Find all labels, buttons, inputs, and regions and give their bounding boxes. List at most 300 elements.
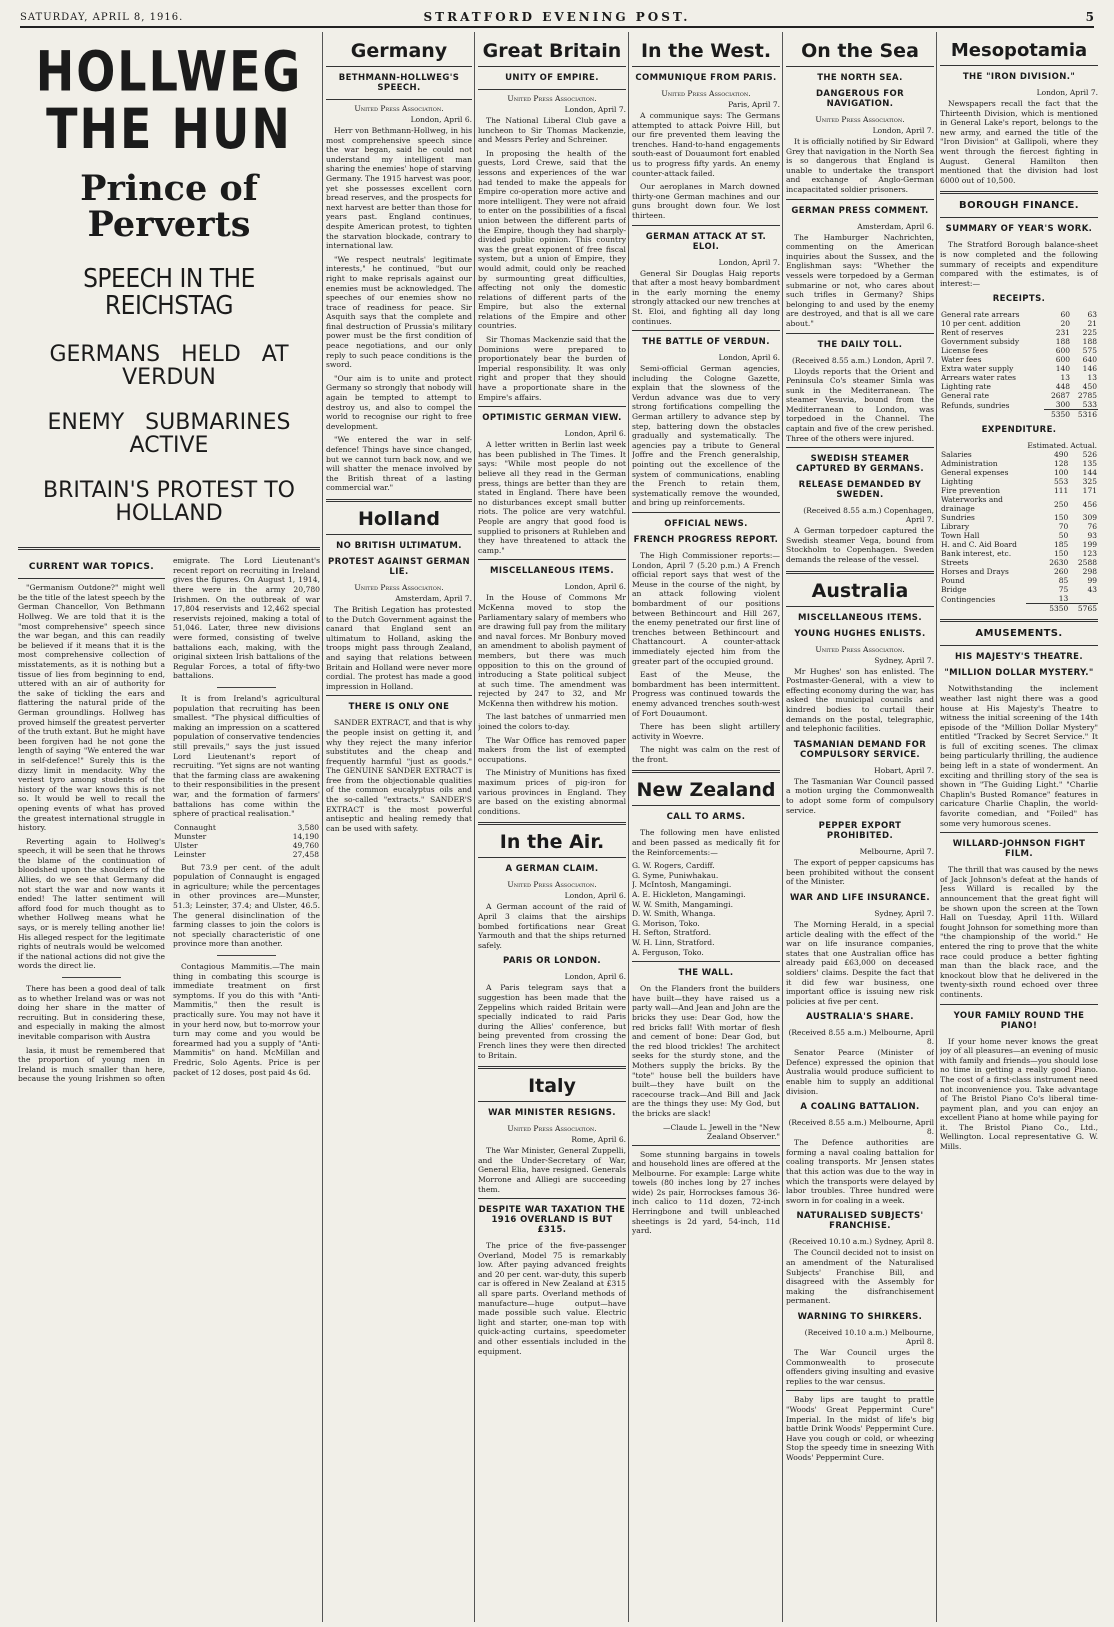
table-cell: 123: [1082, 549, 1097, 559]
dateline: Rome, April 6.: [571, 1135, 626, 1145]
table-cell: Rent of reserves: [941, 328, 1004, 338]
table-cell: Pound: [941, 576, 965, 586]
article-paragraph: But 73.9 per cent. of the adult population of Connaught is engaged in agriculture; while the percentages in other provinces are—Munster, 51.3; Leinster, 37.4; and Ulster, 46.5. The general disinclination of the farming classes to join the colors is not specially characteristic of one province more than another.: [173, 862, 320, 949]
article-paragraph: A letter written in Berlin last week has been published in The Times. It says: "While most people do not believe all they read in the German press, things are better than they are stated in England. There have been no disturbances except small butter riots. The police are very watchful. People are angry that good food is supplied to prisoners at Ruhleben and they have threatened to attack the camp.": [478, 440, 626, 555]
table-cell: 199: [1082, 540, 1097, 550]
list-item: G. Syme, Puniwhakau.: [632, 870, 719, 880]
dateline: London, April 6.: [718, 353, 780, 363]
table-row: [940, 459, 1098, 468]
dateline: London, April 7.: [564, 105, 626, 114]
article-subheading: TASMANIAN DEMAND FOR COMPULSORY SERVICE.: [793, 739, 927, 760]
byline: United Press Association.: [507, 94, 597, 103]
table-row: [173, 832, 320, 841]
table-cell: 27,458: [292, 849, 319, 859]
advertisement-text: SANDER EXTRACT, and that is why the people insist on getting it, and why they reject the many inferior substitutes and the cheap and frequently harmful "just as goods." The GENUINE SANDER EXTRACT is free from the objectionable qualities of the common eucalyptus oils and the so-called "extracts." SANDER'S EXTRACT is the most powerful antiseptic and healing remedy that can be used with safety.: [326, 718, 472, 833]
table-cell: [940, 604, 1026, 614]
dateline: London, April 6.: [564, 582, 626, 592]
dateline: London, April 6.: [410, 115, 472, 124]
table-cell: 250: [1053, 499, 1069, 509]
divider: [478, 1066, 626, 1069]
article-paragraph: The last batches of unmarried men joined the colors to-day.: [478, 712, 626, 732]
article-paragraph: lasia, it must be remembered that the proportion of young men in Ireland is much smaller than here, because the young Irishmen so often emigrate. The Lord Lieutenant's recent report on recruiting in Ireland gives the figures. On August 1, 1914, there were in the army 20,780 Irishmen. On the outbreak of war 17,804 reservists and 12,462 special reservists rejoined, making a total of 51,046. Later, three new divisions were formed, consisting of twelve battalions each, making, with the original sixteen Irish battalions of the Regular Forces, a total of fifty-two battalions.: [18, 556, 320, 1084]
table-cell: Water fees: [941, 355, 982, 365]
divider: [940, 65, 1098, 66]
table-cell: General expenses: [941, 468, 1009, 478]
article-paragraph: The night was calm on the rest of the front.: [632, 745, 780, 764]
byline: United Press Association.: [815, 115, 905, 124]
article-paragraph: In proposing the health of the guests, Lord Crewe, said that the lessons and experiences of the war had tended to make the appeals for Empire co-operation more active and more intelligent. They were not afraid to enter on the possibilities of a fiscal union between the different parts of the Empire, though they had sharply-divided public opinion. This country was the great exponent of free fiscal system, but a union of Empire, they would admit, could only be reached by surmounting great difficulties, affecting not only the domestic relations of different parts of the Empire, but also the external relations of the Empire and other countries.: [478, 148, 626, 331]
divider: [478, 1198, 626, 1199]
table-row: [940, 319, 1098, 328]
divider: [478, 66, 626, 67]
table-cell: 140: [1055, 364, 1071, 374]
table-cell: 5350: [1044, 410, 1071, 420]
table-cell: Refunds, sundries: [941, 400, 1010, 410]
dateline: London, April 7.: [718, 257, 780, 267]
divider: [326, 499, 472, 502]
section-heading-amusements: AMUSEMENTS.: [975, 628, 1063, 640]
article-subheading: WARNING TO SHIRKERS.: [797, 1311, 923, 1322]
table-cell: 85: [1058, 576, 1069, 586]
divider: [940, 832, 1098, 833]
divider: [940, 619, 1098, 622]
table-cell: 75: [1058, 585, 1069, 595]
column-west-nz: [632, 34, 780, 1622]
table-row: [940, 400, 1098, 410]
table-cell: [940, 441, 1026, 450]
divider: [632, 330, 780, 331]
table-row: [940, 549, 1098, 558]
table-row: [940, 346, 1098, 355]
article-paragraph: Sir Thomas Mackenzie said that the Dominions were prepared to proportionately bear the burden of Imperial responsibility. It was only right and proper that they should have a proportionate share in the Empire's affairs.: [478, 335, 626, 402]
dateline: (Received 8.55 a.m.) Melbourne, April 8.: [788, 1028, 934, 1047]
table-cell: General rate: [941, 391, 990, 401]
article-subheading: MISCELLANEOUS ITEMS.: [798, 612, 922, 623]
divider: [936, 32, 937, 1622]
table-cell: Munster: [174, 831, 207, 841]
article-subheading: THE NORTH SEA.: [817, 73, 903, 83]
divider: [18, 547, 320, 550]
page-number: 5: [1085, 10, 1094, 24]
table-cell: Streets: [941, 558, 969, 568]
divider: [940, 217, 1098, 218]
divider: [474, 32, 475, 1622]
divider: [782, 32, 783, 1622]
table-cell: 150: [1053, 549, 1069, 559]
table-row: [940, 531, 1098, 540]
table-cell: Administration: [941, 459, 998, 469]
article-subheading: SUMMARY OF YEAR'S WORK.: [945, 224, 1093, 235]
table-cell: 171: [1082, 486, 1097, 496]
section-heading-air: In the Air.: [499, 831, 605, 854]
divider: [18, 578, 165, 579]
table-cell: 231: [1055, 328, 1071, 338]
table-cell: Arrears water rates: [941, 373, 1016, 383]
advertisement-text: Some stunning bargains in towels and household lines are offered at the Melbourne. For example: Large white towels (80 inches long by 27 inches wide) 2s pair, Horrockses famous 36-inch calico to 11d dozen, 72-inch Herringbone and twill unbleached sheetings is 2d yard, 54-inch, 11d yard.: [632, 1149, 780, 1236]
table-row: [940, 364, 1098, 373]
article-subheading: RELEASE DEMANDED BY SWEDEN.: [798, 480, 922, 501]
table-cell: 150: [1053, 513, 1069, 523]
article-paragraph: The Defence authorities are forming a naval coaling battalion for coaling transports. Mr Jensen states that this action was due to the way in which the transports were delayed by labor troubles. Three hundred were sworn in for coaling in a week.: [786, 1138, 934, 1205]
table-cell: Waterworks and drainage: [941, 495, 1003, 514]
article-subheading: BETHMANN-HOLLWEG'S SPEECH.: [338, 73, 460, 93]
dateline: (Received 10.10 a.m.) Melbourne, April 8.: [804, 1327, 934, 1346]
section-heading-italy: Italy: [528, 1075, 576, 1098]
article-paragraph: The National Liberal Club gave a luncheon to Sir Thomas Mackenzie, and Messrs Perley and Schreiner.: [478, 116, 626, 145]
advertisement-heading: YOUR FAMILY ROUND THE PIANO!: [953, 1010, 1085, 1031]
table-row: [940, 337, 1098, 346]
article-paragraph: The Morning Herald, in a special article dealing with the effect of the war on life insurance companies, states that one Australian office has already paid £63,000 on deceased soldiers' claims. Despite the fact that it did few war business, one important office is issuing new risk policies at five per cent.: [786, 919, 934, 1006]
table-cell: 2630: [1049, 558, 1069, 568]
article-paragraph: The thrill that was caused by the news of Jack Johnson's defeat at the hands of Jess Willard is recalled by the announcement that the great fight will be shown upon the screen at the Town Hall on Tuesday, April 11th. Willard fought Johnson for something more than "the championship of the world." He entered the ring to prove that the white race could produce a better fighting man than the black race, and the knockout blow that he delivered in the twenty-sixth round echoed over three continents.: [940, 865, 1098, 999]
table-cell: Salaries: [941, 450, 972, 460]
table-cell: [1069, 594, 1098, 604]
dateline: (Received 8.55 a.m.) London, April 7.: [791, 355, 934, 365]
dateline: Amsterdam, April 7.: [395, 593, 472, 603]
article-paragraph: East of the Meuse, the bombardment has been intermittent. Progress was continued towards the enemy advanced trenches south-west of Fort Douaumont.: [632, 670, 780, 718]
article-subheading: FRENCH PROGRESS REPORT.: [633, 535, 779, 545]
article-paragraph: Herr von Bethmann-Hollweg, in his most comprehensive speech since the war began, said he could not understand my intelligent man sharing the enemies' hope of starving Germany. The 1915 harvest was poor, yet she possesses excellent corn bread reserves, and the prospects for next harvest are better than those for years past. England continues, despite American protest, to tighten the starvation blockade, contrary to international law.: [326, 126, 472, 251]
article-subheading: THE "IRON DIVISION.": [962, 72, 1076, 82]
column-meso-finance-amusements: [940, 34, 1098, 1622]
article-paragraph: It is from Ireland's agricultural population that recruiting has been smallest. "The physical difficulties of making an impression on a scattered population of conservative tendencies still prevails," says the just issued Lord Lieutenant's report of recruiting. "Yet signs are not wanting that the farming class are awakening to their responsibilities in the present war, and the formation of farmers' battalions has come within the sphere of practical realisation.": [173, 693, 320, 819]
table-cell: 2588: [1077, 558, 1097, 568]
table-cell: License fees: [941, 346, 989, 356]
table-cell: 100: [1053, 468, 1069, 478]
table-cell: Connaught: [174, 822, 216, 832]
section-heading-sea: On the Sea: [801, 40, 919, 62]
article-paragraph: Senator Pearce (Minister of Defence) expressed the opinion that Australia would produce sufficient to enable him to supply an additional division.: [786, 1048, 934, 1096]
table-row: [940, 558, 1098, 567]
page-header: [20, 6, 1094, 28]
receipts-table: [940, 310, 1098, 419]
table-cell: 450: [1082, 382, 1097, 392]
banner-headline-6: BRITAIN'S PROTEST TO HOLLAND: [43, 478, 295, 527]
article-paragraph: Semi-official German agencies, including the Cologne Gazette, explain that the slowness of the Verdun advance was due to very strong fortifications compelling the German artillery to advance step by step, battering down the obstacles gradually and systematically. The agencies pay a tribute to General Joffre and the French generalship, pointing out the excellence of the system of communications, enabling the French to retain them, systematically remove the wounded, and bring up reinforcements.: [632, 364, 780, 508]
divider: [326, 99, 472, 100]
article-subheading: DANGEROUS FOR NAVIGATION.: [815, 89, 905, 109]
table-cell: 43: [1087, 585, 1097, 595]
table-row: [940, 382, 1098, 391]
article-subheading: OFFICIAL NEWS.: [664, 519, 748, 529]
article-subheading: THE DAILY TOLL.: [817, 339, 903, 350]
article-paragraph: The Tasmanian War Council passed a motion urging the Commonwealth to adopt some form of compulsory service.: [786, 776, 934, 815]
table-cell: Estimated.: [1027, 441, 1069, 451]
table-cell: 70: [1058, 522, 1069, 532]
byline: United Press Association.: [354, 582, 444, 592]
section-heading-mesopotamia: Mesopotamia: [950, 40, 1088, 61]
table-cell: 185: [1053, 540, 1069, 550]
dateline: Hobart, April 7.: [874, 765, 934, 775]
article-paragraph: There has been slight artillery activity in Woevre.: [632, 722, 780, 741]
article-paragraph: In the House of Commons Mr McKenna moved to stop the Parliamentary salary of members who are drawing full pay from the military and naval forces. Mr Bonbury moved an amendment to abolish payment of members, but there was much opposition to this on the ground of introducing a State political subject at such time. The amendment was rejected by 247 to 32, and Mr McKenna then withdrew his motion.: [478, 593, 626, 708]
table-cell: 13: [1058, 594, 1069, 604]
table-row: [940, 328, 1098, 337]
table-total-row: [940, 604, 1098, 614]
article-paragraph: "Germanism Outdone?" might well be the title of the latest speech by the German Chancellor, Von Bethmann Hollweg. We are told that it is the "most comprehensive" speech since the war began, and this can readily be believed if it means that it is the most comprehensive collection of misstatements, as it is nothing but a tissue of lies from beginning to end, uttered with an air of authority for the sake of tickling the ears and flattering the natural pride of the German groundlings. Hollweg has proved himself the greatest perverter of the truth extant. But he might have been forgiven had he not gone the length of saying "We entered the war in self-defence!" Surely this is the dizzy limit in mendacity. Why the veriest tyro among students of the history of the war knows this is not so. It would be well to recall the opening events of what has proved the greatest international struggle in history.: [18, 583, 165, 833]
list-item: G. Morison, Toko.: [632, 918, 700, 928]
table-cell: 5765: [1069, 604, 1098, 614]
section-heading-west: In the West.: [640, 40, 772, 62]
table-cell: Bank interest, etc.: [941, 549, 1012, 559]
article-paragraph: General Sir Douglas Haig reports that after a most heavy bombardment in the early morning the enemy strongly attacked our new trenches at St. Eloi, and fighting all day long continues.: [632, 268, 780, 326]
article-subheading: AUSTRALIA'S SHARE.: [806, 1012, 914, 1023]
advertisement-heading: THERE IS ONLY ONE: [348, 702, 450, 713]
divider: [940, 1004, 1098, 1005]
table-cell: [940, 410, 1044, 420]
expenditure-table: [940, 441, 1098, 613]
byline: United Press Association.: [815, 644, 905, 654]
table-cell: Lighting: [941, 477, 974, 487]
article-paragraph: A German account of the raid of April 3 claims that the airships bombed fortifications near Great Yarmouth and that the ships returned safely.: [478, 902, 626, 950]
section-heading-australia: Australia: [811, 579, 909, 602]
divider: [62, 977, 121, 978]
article-subheading: NATURALISED SUBJECTS' FRANCHISE.: [796, 1211, 924, 1232]
table-cell: 111: [1053, 486, 1069, 496]
section-heading-germany: Germany: [350, 40, 448, 62]
section-heading-holland: Holland: [358, 507, 440, 530]
dateline: (Received 8.55 a.m.) Copenhagen, April 7.: [803, 506, 934, 525]
article-paragraph: A German torpedoer captured the Swedish steamer Vega, bound from Stockholm to Copenhagen. Sweden demands the release of the vessel.: [786, 526, 934, 565]
article-paragraph: There has been a good deal of talk as to whether Ireland was or was not doing her share in the matter of recruiting. But in considering these, and especially in making the almost inevitable comparison with Austra: [18, 984, 165, 1041]
divider: [478, 559, 626, 560]
table-cell: 600: [1055, 355, 1071, 365]
table-cell: 128: [1053, 459, 1069, 469]
divider: [786, 199, 934, 200]
article-subheading: WAR MINISTER RESIGNS.: [488, 1108, 616, 1119]
advertisement-text: If your home never knows the great joy of all pleasures—an evening of music with family and friends—you should lose no time in getting a really good Piano. The cost of a first-class instrument need not inconvenience you. Take advantage of The Bristol Piano Co's liberal time-payment plan, and you can enjoy an excellent Piano at home while paying for it. The Bristol Piano Co., Ltd., Wellington. Local representative G. W. Mills.: [940, 1036, 1098, 1152]
divider: [786, 66, 934, 67]
table-cell: Government subsidy: [941, 337, 1020, 347]
article-paragraph: The War Council urges the Commonwealth to prosecute offenders giving insulting and evasive replies to the war census.: [786, 1347, 934, 1386]
table-cell: Horses and Drays: [941, 567, 1009, 577]
article-subheading: MISCELLANEOUS ITEMS.: [490, 566, 614, 577]
article-subheading: GERMAN PRESS COMMENT.: [791, 205, 929, 216]
table-cell: 490: [1053, 450, 1069, 460]
table-cell: 13: [1060, 373, 1071, 383]
list-item: A. E. Hickleton, Mangamingi.: [632, 890, 746, 900]
dateline: London, April 6.: [564, 429, 626, 439]
article-subheading: COMMUNIQUE FROM PARIS.: [635, 73, 777, 83]
table-heading: RECEIPTS.: [992, 294, 1046, 305]
table-heading: EXPENDITURE.: [981, 425, 1057, 436]
table-cell: 260: [1053, 567, 1069, 577]
table-cell: 309: [1082, 513, 1097, 523]
table-cell: 60: [1060, 310, 1071, 320]
article-paragraph: The War Minister, General Zuppelli, and the Under-Secretary of War, General Elia, have resigned. Generals Morrone and Alliegi are succeeding them.: [478, 1146, 626, 1194]
list-item: D. W. Smith, Whanga.: [632, 909, 716, 919]
article-paragraph: Notwithstanding the inclement weather last night there was a good house at His Majesty's Theatre to witness the initial screening of the 14th episode of the "Million Dollar Mystery" entitled "Tracked by Secret Service." It is full of exciting scenes. The climax being particularly thrilling, the audience being left in a state of wonderment. An exciting and thrilling story of the sea is shown in "The Guiding Light." "Charlie Chaplin's Busted Romance" features in caricature Charlie Chaplin, the world-favorite comedian, and "Foiled" has some very humorous scenes.: [940, 684, 1098, 828]
table-cell: General rate arrears: [941, 310, 1020, 320]
table-cell: 600: [1055, 346, 1071, 356]
article-subheading: WILLARD-JOHNSON FIGHT FILM.: [952, 839, 1086, 860]
table-cell: 99: [1087, 576, 1097, 586]
banner-headline-4: GERMANS HELD AT VERDUN: [49, 341, 289, 390]
dateline: London, April 7.: [1036, 88, 1098, 97]
divider: [478, 89, 626, 90]
dateline: (Received 8.55 a.m.) Melbourne, April 8.: [788, 1118, 934, 1137]
table-cell: 526: [1082, 450, 1097, 460]
poem-attribution: —Claude L. Jewell in the "New Zealand Observer.": [663, 1122, 780, 1141]
divider: [632, 961, 780, 962]
article-paragraph: "Our aim is to unite and protect Germany so strongly that nobody will again be tempted to attempt to destroy us, and also to compel the world to recognise our right to free development.: [326, 373, 472, 431]
table-cell: 533: [1082, 400, 1097, 410]
table-cell: Contingencies: [941, 594, 996, 604]
table-cell: 10 per cent. addition: [941, 319, 1021, 329]
table-cell: Lighting rate: [941, 382, 991, 392]
article-paragraph: Lloyds reports that the Orient and Peninsula Co's steamer Simla was sunk in the Mediterranean. The steamer Vesuvia, bound from the Mediterranean to London, was torpedoed in the Channel. The captain and five of the crew perished. Three of the others were injured.: [786, 366, 934, 443]
table-row: [940, 585, 1098, 594]
table-cell: 553: [1053, 477, 1069, 487]
dateline: Sydney, April 7.: [874, 908, 934, 918]
table-cell: Extra water supply: [941, 364, 1014, 374]
dateline: Paris, April 7.: [728, 100, 780, 109]
list-item: G. W. Rogers, Cardiff.: [632, 861, 715, 871]
byline: United Press Association.: [507, 880, 597, 890]
table-cell: 63: [1087, 310, 1097, 320]
article-paragraph: It is officially notified by Sir Edward Grey that navigation in the North Sea is so dangerous that England is unable to undertake the transport and exchange of Anglo-German incapacitated soldier prisoners.: [786, 137, 934, 194]
list-item: A. Ferguson, Toko.: [632, 947, 704, 957]
divider: [478, 1101, 626, 1102]
table-cell: 575: [1082, 346, 1097, 356]
divider: [786, 447, 934, 448]
table-cell: 21: [1087, 319, 1097, 329]
article-paragraph: "We entered the war in self-defence! Things have since changed, but we cannot turn back now, and we will shatter the menace involved by the British threat of a lasting commercial war.": [326, 435, 472, 493]
article-subheading: A GERMAN CLAIM.: [505, 864, 599, 875]
table-cell: 5316: [1071, 410, 1098, 420]
article-subheading: PEPPER EXPORT PROHIBITED.: [818, 821, 902, 842]
article-paragraph: Newspapers recall the fact that the Thirteenth Division, which is mentioned in General Lake's report, belongs to the new army, and earned the title of the "Iron Division" at Gallipoli, where they went through the fiercest fighting in August. General Hamilton then mentioned that the division had lost 6000 out of 10,500.: [940, 99, 1098, 185]
article-subheading: WAR AND LIFE INSURANCE.: [790, 892, 930, 903]
byline: United Press Association.: [661, 89, 751, 98]
table-cell: 3,580: [297, 822, 319, 832]
article-paragraph: The following men have enlisted and been passed as medically fit for the Reinforcements:—: [632, 828, 780, 857]
dateline: Amsterdam, April 6.: [857, 221, 934, 231]
divider: [786, 571, 934, 574]
table-cell: 93: [1087, 531, 1097, 541]
table-cell: Fire prevention: [941, 486, 1001, 496]
list-item: H. Sefton, Stratford.: [632, 928, 712, 938]
table-cell: 20: [1060, 319, 1071, 329]
dateline: Melbourne, April 7.: [859, 847, 934, 857]
divider: [786, 1390, 934, 1391]
article-paragraph: The export of pepper capsicums has been prohibited without the consent of the Minister.: [786, 858, 934, 887]
divider: [322, 32, 323, 1622]
table-cell: 50: [1058, 531, 1069, 541]
table-row: [940, 310, 1098, 319]
byline: United Press Association.: [354, 104, 444, 113]
column-sea-australia: [786, 34, 934, 1622]
divider: [632, 1145, 780, 1146]
table-row: [173, 823, 320, 832]
byline: United Press Association.: [507, 1124, 597, 1134]
banner-headline-5: ENEMY SUBMARINES ACTIVE: [47, 409, 291, 458]
article-subheading: PROTEST AGAINST GERMAN LIE.: [327, 556, 471, 577]
divider: [217, 955, 276, 956]
list-item: J. McIntosh, Mangamingi.: [632, 880, 732, 890]
divider: [326, 66, 472, 67]
dateline: Sydney, April 7.: [874, 655, 934, 665]
article-paragraph: The Ministry of Munitions has fixed maximum prices of pig-iron for various provinces in England. They are based on the existing abnormal conditions.: [478, 768, 626, 816]
divider: [478, 406, 626, 407]
table-row: [940, 594, 1098, 604]
table-cell: 14,190: [292, 831, 319, 841]
article-paragraph: The British Legation has protested to the Dutch Government against the canard that England sent an ultimatum to Holland, asking the troops might pass through Zealand, and saying that relations between Britain and Holland were never more cordial. The protest has made a good impression in Holland.: [326, 604, 472, 691]
article-subheading: CALL TO ARMS.: [666, 812, 746, 823]
table-cell: 13: [1087, 373, 1097, 383]
table-cell: 2785: [1077, 391, 1097, 401]
column-britain-air-italy: [478, 34, 626, 1622]
divider: [478, 857, 626, 858]
table-cell: Ulster: [174, 840, 198, 850]
table-cell: Actual.: [1070, 441, 1097, 451]
table-row: [940, 450, 1098, 459]
table-row: [940, 468, 1098, 477]
table-row: [940, 391, 1098, 400]
table-row: [940, 355, 1098, 364]
dateline: London, April 6.: [564, 972, 626, 982]
table-cell: 300: [1055, 400, 1071, 410]
article-subheading: PARIS OR LONDON.: [502, 956, 602, 967]
table-cell: 456: [1082, 499, 1097, 509]
article-subheading: SWEDISH STEAMER CAPTURED BY GERMANS.: [795, 454, 925, 475]
article-paragraph: The War Office has removed paper makers from the list of exempted occupations.: [478, 735, 626, 764]
article-subheading: OPTIMISTIC GERMAN VIEW.: [482, 413, 622, 424]
divider: [786, 606, 934, 607]
article-paragraph: Our aeroplanes in March downed thirty-one German machines and our guns brought down four. We lost thirteen.: [632, 182, 780, 220]
table-row: [940, 373, 1098, 382]
article-subheading: A COALING BATTALION.: [800, 1102, 920, 1113]
divider: [940, 191, 1098, 194]
table-row: [940, 477, 1098, 486]
advertisement-text: Contagious Mammitis.—The main thing in combating this scourge is immediate treatment on first symptoms. If you do this with "Anti-Mammitis," then the result is practically sure. You may not have it in your herd now, but to-morrow your turn may come and you would be forearmed had you a supply of "Anti-Mammitis" on hand. McMillan and Fredric, Solo Agents. Price is per packet of 12 doses, post paid 4s 6d.: [173, 962, 320, 1077]
recruiting-table: [173, 823, 320, 859]
table-cell: 640: [1082, 355, 1097, 365]
article-paragraph: The Stratford Borough balance-sheet is now completed and the following summary of receipts and expenditure compared with the estimates, is of interest:—: [940, 240, 1098, 288]
poem-text: On the Flanders front the builders have built—they have raised us a party wall—And Jean and John are the bricks they use: Dear God, how the red bricks fall! With mortar of flesh and cement of bone: Dear God, but the red blood trickles! The architect seeks for the sturdy stone, and the Mothers supply the bricks. By the "tote" house bell the builders have built—they have built on the racecourse track—And Bill and Jack are the things they use: My God, but the bricks are slack!: [632, 984, 780, 1118]
table-row: [173, 850, 320, 859]
section-heading-borough-finance: BOROUGH FINANCE.: [959, 200, 1079, 212]
table-cell: 188: [1082, 337, 1097, 347]
article-paragraph: Mr Hughes' son has enlisted. The Postmaster-General, with a view to effecting economy during the war, has asked the municipal councils and kindred bodies to curtail their demands on the postal, telegraphic, and telephonic facilities.: [786, 666, 934, 734]
advertisement-text: Baby lips are taught to prattle "Woods' Great Peppermint Cure" Imperial. In the midst of life's big battle Drink Woods' Peppermint Cure. Have you cough or cold, or wheezing Stop the speedy time in sneezing With Woods' Peppermint Cure.: [786, 1395, 934, 1462]
article-paragraph: "We respect neutrals' legitimate interests," he continued, "but our right to make reprisals against our enemies must be acknowledged. The speeches of our enemies show no trace of readiness for peace. Sir Asquith says that the complete and final destruction of Prussia's military power must be the first condition of peace negotiations, and our only reply to such peace conditions is the sword.: [326, 254, 472, 370]
article-paragraph: The Hamburger Nachrichten, commenting on the American inquiries about the Sussex, and the Englishman says: "Whether the vessels were torpedoed by a German submarine or not, who cares about such trifles in Germany? Ships belonging to and used by the enemy are destroyed, and that is all we care about.": [786, 232, 934, 328]
article-subheading: "MILLION DOLLAR MYSTERY.": [944, 668, 1094, 679]
table-cell: Leinster: [174, 849, 206, 859]
table-header-row: [940, 441, 1098, 450]
table-row: [940, 576, 1098, 585]
list-item: W. H. Linn, Stratford.: [632, 938, 715, 947]
table-cell: 49,760: [292, 840, 319, 850]
table-cell: 188: [1055, 337, 1071, 347]
article-subheading: THE BATTLE OF VERDUN.: [642, 337, 770, 348]
newspaper-title: STRATFORD EVENING POST.: [423, 10, 691, 24]
table-row: [940, 522, 1098, 531]
article-subheading: YOUNG HUGHES ENLISTS.: [794, 628, 926, 639]
divider: [632, 66, 780, 67]
table-total-row: [940, 410, 1098, 420]
current-war-topics: [18, 556, 320, 1084]
banner-headline-3: SPEECH IN THE REICHSTAG: [83, 264, 255, 322]
table-cell: 325: [1082, 477, 1097, 487]
article-paragraph: A communique says: The Germans attempted to attack Poivre Hill, but our fire prevented them leaving the trenches. Hand-to-hand engagements south-east of Douaumont fort enabled us to progress fifty yards. An enemy counter-attack failed.: [632, 111, 780, 178]
table-cell: Library: [941, 522, 970, 532]
article-paragraph: A Paris telegram says that a suggestion has been made that the Zeppelins which raided Britain were specially indicated to raid Paris during the Allies' conference, but being prevented from crossing the French lines they were then directed to Britain.: [478, 983, 626, 1060]
article-paragraph: The High Commissioner reports:— London, April 7 (5.20 p.m.) A French official report says that west of the Meuse in the course of the night, by an attack following violent bombardment of our positions between Bethincourt and Hill 267, the enemy penetrated our first line of trenches between Bethincourt and Chattancourt. A counter-attack immediately ejected him from the greater part of the occupied ground.: [632, 551, 780, 666]
divider: [628, 32, 629, 1622]
table-cell: 5350: [1026, 604, 1069, 614]
